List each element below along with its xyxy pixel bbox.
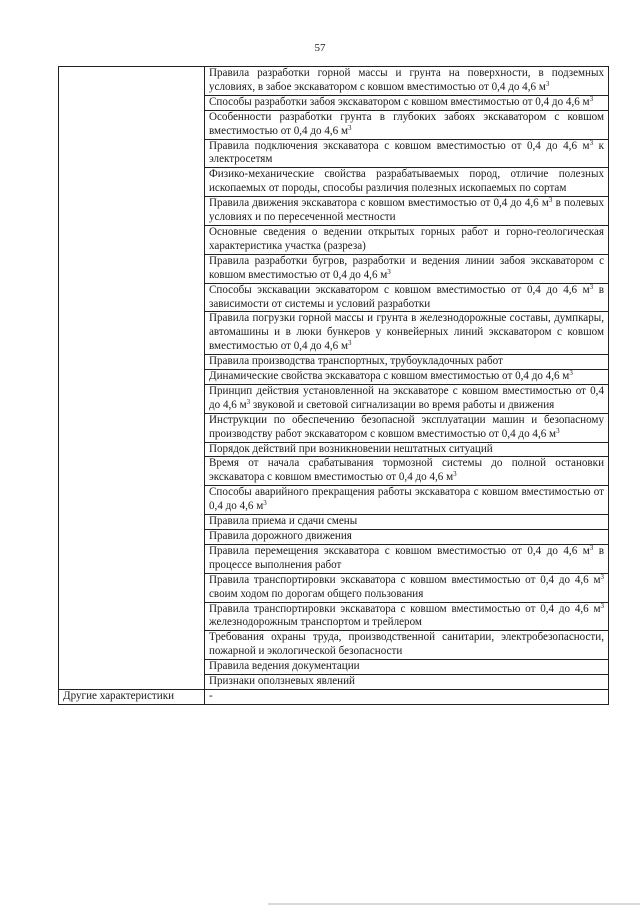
- unit-exponent: 3: [589, 543, 594, 552]
- knowledge-item-text-continued: железнодорожным транспортом и трейлером: [209, 616, 422, 629]
- knowledge-item: [205, 413, 609, 442]
- section-label-cell: [59, 67, 205, 690]
- knowledge-item-text: Динамические свойства экскаватора с ковшом вместимостью от 0,4 до 4,6 м: [209, 370, 570, 383]
- knowledge-item: [205, 110, 609, 139]
- knowledge-item-text: Правила ведения документации: [209, 660, 360, 673]
- knowledge-item: [205, 67, 609, 96]
- knowledge-item: [205, 573, 609, 602]
- unit-exponent: 3: [589, 94, 594, 103]
- knowledge-item: [205, 442, 609, 457]
- knowledge-item-text: Правила приема и сдачи смены: [209, 515, 358, 528]
- knowledge-item-text: Правила погрузки горной массы и грунта в железнодорожные составы, думпкары, автомашины и в люки бункеров у конвейерных линий экскаватором с ковшом вместимостью от 0,4 до 4,6 м: [209, 312, 604, 353]
- knowledge-table-body: [59, 67, 609, 690]
- unit-exponent: 3: [589, 282, 594, 291]
- knowledge-item-text: Порядок действий при возникновении нештатных ситуаций: [209, 442, 493, 455]
- unit-exponent: 3: [387, 267, 391, 276]
- knowledge-item-text-continued: в полевых условиях и по пересеченной местности: [209, 197, 604, 224]
- unit-exponent: 3: [263, 499, 267, 508]
- table-row: [59, 67, 609, 96]
- knowledge-item: [205, 602, 609, 631]
- knowledge-item-text: Правила транспортировки экскаватора с ковшом вместимостью от 0,4 до 4,6 м: [209, 602, 601, 615]
- knowledge-item-text-continued: в зависимости от системы и условий разработки: [209, 283, 604, 310]
- unit-exponent: 3: [569, 369, 573, 378]
- knowledge-item: [205, 515, 609, 530]
- knowledge-item: [205, 197, 609, 226]
- table-row-other: [59, 689, 609, 704]
- knowledge-item-text: Правила транспортировки экскаватора с ковшом вместимостью от 0,4 до 4,6 м: [209, 573, 601, 586]
- knowledge-item-text: Инструкции по обеспечению безопасной эксплуатации машин и безопасному производству работ экскаватором с ковшом вместимостью от 0,4 до 4,6 м: [209, 413, 604, 440]
- unit-exponent: 3: [548, 196, 553, 205]
- knowledge-item-text: Основные сведения о ведении открытых горных работ и горно-геологическая характеристика участка (разреза): [209, 225, 604, 252]
- knowledge-item-text-continued: в процессе выполнения работ: [209, 544, 605, 571]
- knowledge-item: [205, 225, 609, 254]
- unit-exponent: 3: [589, 138, 594, 147]
- knowledge-item-text: Правила движения экскаватора с ковшом вместимостью от 0,4 до 4,6 м: [209, 197, 549, 210]
- knowledge-item: [205, 486, 609, 515]
- knowledge-item-text: Правила разработки бугров, разработки и ведения линии забоя экскаватором с ковшом вместимостью от 0,4 до 4,6 м: [209, 254, 604, 281]
- knowledge-item: [205, 384, 609, 413]
- unit-exponent: 3: [348, 123, 352, 132]
- knowledge-item-text: Правила дорожного движения: [209, 530, 352, 542]
- knowledge-item-text-continued: к электросетям: [209, 139, 604, 166]
- knowledge-item: [205, 355, 609, 370]
- knowledge-item-text-continued: звуковой и световой сигнализации во время работы и движения: [250, 398, 555, 411]
- knowledge-table: [58, 66, 609, 705]
- knowledge-item: [205, 544, 609, 573]
- knowledge-item: [205, 530, 609, 545]
- knowledge-item: [205, 254, 609, 283]
- knowledge-item: [205, 312, 609, 355]
- knowledge-item-text: Признаки оползневых явлений: [209, 675, 355, 688]
- knowledge-item: [205, 675, 609, 690]
- knowledge-item-text: Принцип действия установленной на экскаваторе с ковшом вместимостью от 0,4 до 4,6 м: [209, 384, 604, 411]
- other-characteristics-value: -: [205, 689, 609, 704]
- knowledge-item: [205, 457, 609, 486]
- knowledge-item-text: Правила производства транспортных, трубоукладочных работ: [209, 355, 503, 368]
- knowledge-item-text: Правила подключения экскаватора с ковшом вместимостью от 0,4 до 4,6 м: [209, 139, 590, 152]
- knowledge-item: [205, 139, 609, 168]
- knowledge-item-text: Физико-механические свойства разрабатываемых пород, отличие полезных ископаемых от породы, способы различия полезных ископаемых по сортам: [209, 168, 604, 195]
- knowledge-item: [205, 283, 609, 312]
- knowledge-item: [205, 168, 609, 197]
- knowledge-item: [205, 95, 609, 110]
- knowledge-item-text: Время от начала срабатывания тормозной системы до полной остановки экскаватора с ковшом вместимостью от 0,4 до 4,6 м: [209, 457, 604, 484]
- knowledge-item-text: Особенности разработки грунта в глубоких забоях экскаватором с ковшом вместимостью от 0,4 до 4,6 м: [209, 110, 604, 137]
- knowledge-item: [205, 660, 609, 675]
- other-characteristics-label: Другие характеристики: [59, 689, 205, 704]
- unit-exponent: 3: [246, 397, 251, 406]
- page-number: 57: [314, 42, 326, 54]
- knowledge-item-text: Способы экскавации экскаватором с ковшом вместимостью от 0,4 до 4,6 м: [209, 283, 590, 296]
- unit-exponent: 3: [453, 470, 457, 479]
- knowledge-item-text: Способы разработки забоя экскаватором с ковшом вместимостью от 0,4 до 4,6 м: [209, 95, 590, 108]
- unit-exponent: 3: [545, 79, 550, 88]
- knowledge-item-text-continued: своим ходом по дорогам общего пользования: [209, 587, 424, 600]
- knowledge-item-text: Правила перемещения экскаватора с ковшом вместимостью от 0,4 до 4,6 м: [209, 544, 590, 557]
- unit-exponent: 3: [600, 601, 604, 610]
- unit-exponent: 3: [600, 572, 604, 581]
- knowledge-item-text: Требования охраны труда, производственной санитарии, электробезопасности, пожарной и экологической безопасности: [209, 631, 604, 658]
- knowledge-item: [205, 631, 609, 660]
- unit-exponent: 3: [348, 339, 352, 348]
- knowledge-item-text: Способы аварийного прекращения работы экскаватора с ковшом вместимостью от 0,4 до 4,6 м: [209, 486, 604, 513]
- knowledge-item-text: Правила разработки горной массы и грунта на поверхности, в подземных условиях, в забое экскаватором с ковшом вместимостью от 0,4 до 4,6 м: [209, 67, 604, 93]
- knowledge-item: [205, 370, 609, 385]
- unit-exponent: 3: [556, 426, 560, 435]
